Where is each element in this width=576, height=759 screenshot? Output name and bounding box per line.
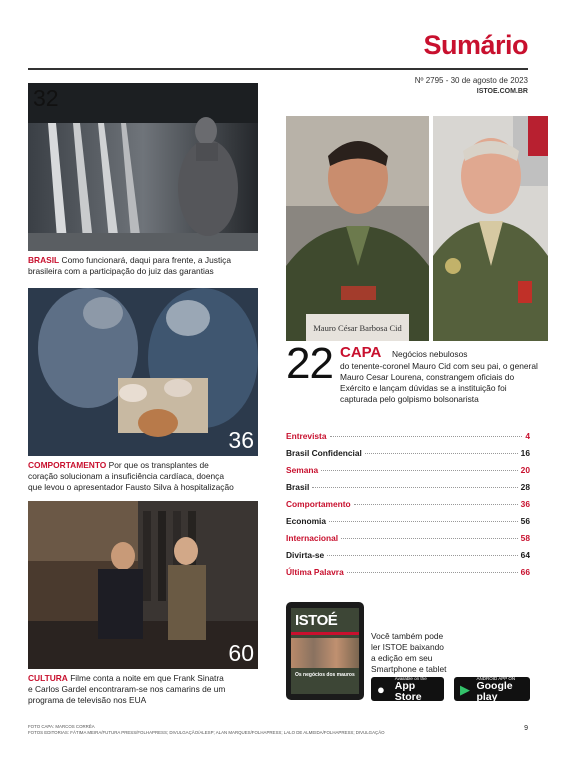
cover-kicker: CAPA xyxy=(340,344,382,361)
cultura-kicker: CULTURA xyxy=(28,673,68,683)
toc-item-label: Última Palavra xyxy=(286,567,344,577)
cultura-caption: CULTURA Filme conta a noite em que Frank Sinatra e Carlos Gardel encontraram-se nos camarins de um programa de televisão nos EUA xyxy=(28,673,226,705)
toc-item-label: Comportamento xyxy=(286,499,351,509)
toc-item-page: 20 xyxy=(520,465,530,475)
comportamento-kicker: COMPORTAMENTO xyxy=(28,460,107,470)
general-lourena-image xyxy=(433,116,548,341)
toc-item-label: Entrevista xyxy=(286,431,327,441)
toc-item[interactable] xyxy=(286,431,530,448)
comportamento-caption: COMPORTAMENTO Por que os transplantes de coração solucionam a insuficiência cardíaca, doença que levou o apresentador Fausto Silva à hospitalização xyxy=(28,460,234,492)
toc-item[interactable] xyxy=(286,448,530,465)
toc-item-page: 36 xyxy=(520,499,530,509)
nameplate-text: Mauro César Barbosa Cid xyxy=(313,323,402,333)
cover-photo-right[interactable] xyxy=(433,116,548,341)
apple-icon: ● xyxy=(377,681,385,697)
toc-item-page: 28 xyxy=(520,482,530,492)
toc-leader xyxy=(327,555,518,556)
toc-item-label: Brasil xyxy=(286,482,310,492)
google-play-badge[interactable]: ▶ ANDROID APP ON Google play xyxy=(454,677,530,701)
toc-item-page: 4 xyxy=(525,431,530,441)
site-url[interactable]: ISTOE.COM.BR xyxy=(476,88,528,95)
cover-line1: Negócios nebulosos xyxy=(392,349,468,359)
officer-cid-image xyxy=(286,116,429,341)
brasil-caption: BRASIL Como funcionará, daqui para frente, a Justiça brasileira com a participação do juiz das garantias xyxy=(28,255,231,276)
cover-page-number: 22 xyxy=(286,339,333,388)
toc-leader xyxy=(312,487,517,488)
toc-item[interactable] xyxy=(286,567,530,584)
toc-item[interactable] xyxy=(286,533,530,550)
promo-text: Você também pode ler ISTOE baixando a edição em seu Smartphone e tablet xyxy=(371,631,447,674)
brasil-kicker: BRASIL xyxy=(28,255,60,265)
toc-leader xyxy=(321,470,518,471)
toc-item-page: 58 xyxy=(520,533,530,543)
app-store-badge[interactable]: ● Available on the App Store xyxy=(371,677,444,701)
toc-item-page: 16 xyxy=(520,448,530,458)
cultura-page-number: 60 xyxy=(228,640,254,666)
toc-item[interactable] xyxy=(286,550,530,567)
toc-item[interactable] xyxy=(286,482,530,499)
toc-leader xyxy=(341,538,518,539)
film-scene-image xyxy=(28,501,258,669)
toc-item[interactable] xyxy=(286,465,530,482)
comportamento-page-number: 36 xyxy=(228,427,254,453)
toc-leader xyxy=(365,453,518,454)
toc-item-label: Internacional xyxy=(286,533,339,543)
toc-leader xyxy=(329,521,518,522)
cover-photo-left[interactable] xyxy=(286,116,429,341)
brasil-photo[interactable] xyxy=(28,83,258,251)
toc-leader xyxy=(330,436,523,437)
toc-item[interactable] xyxy=(286,516,530,533)
toc-item-page: 66 xyxy=(520,567,530,577)
comportamento-photo[interactable] xyxy=(28,288,258,456)
toc-item-label: Economia xyxy=(286,516,327,526)
toc-item-label: Semana xyxy=(286,465,319,475)
tablet-image xyxy=(286,602,364,700)
toc-item-page: 56 xyxy=(520,516,530,526)
toc-item-label: Divirta-se xyxy=(286,550,325,560)
tablet-logo: ISTOÉ xyxy=(295,612,338,629)
toc-list xyxy=(286,431,530,584)
issue-line: Nº 2795 - 30 de agosto de 2023 xyxy=(414,76,528,85)
play-icon: ▶ xyxy=(460,681,470,697)
tablet-screen xyxy=(291,608,359,694)
toc-item-page: 64 xyxy=(520,550,530,560)
page-title: Sumário xyxy=(423,30,528,60)
brasil-page-number: 32 xyxy=(33,85,59,111)
toc-leader xyxy=(347,572,518,573)
header-rule xyxy=(28,68,528,70)
page-number: 9 xyxy=(524,725,528,732)
tablet-headline: Os negócios dos mauros xyxy=(295,672,355,678)
cultura-photo[interactable] xyxy=(28,501,258,669)
photo-credits: FOTO CAPA: MARCOS CORRÊA FOTOS EDITORIAS: FÁTIMA MEIRA/FUTURA PRESS/FOLHAPRESS; DIVULGAÇÃO/ALESP; ALAN MARQUES/FOLHAPRESS; LALO DE ALMEIDA/FOLHAPRESS; DIVULGAÇÃO xyxy=(28,724,385,735)
toc-leader xyxy=(354,504,518,505)
toc-item[interactable] xyxy=(286,499,530,516)
toc-item-label: Brasil Confidencial xyxy=(286,448,362,458)
cover-description: do tenente-coronel Mauro Cid com seu pai, o general Mauro Cesar Lourena, constrangem oficiais do Exército e lançam dúvidas se a instituição foi capturada pelo golpismo bolsonarista xyxy=(340,361,538,404)
heart-surgery-image xyxy=(28,288,258,456)
justice-statue-image xyxy=(28,83,258,251)
